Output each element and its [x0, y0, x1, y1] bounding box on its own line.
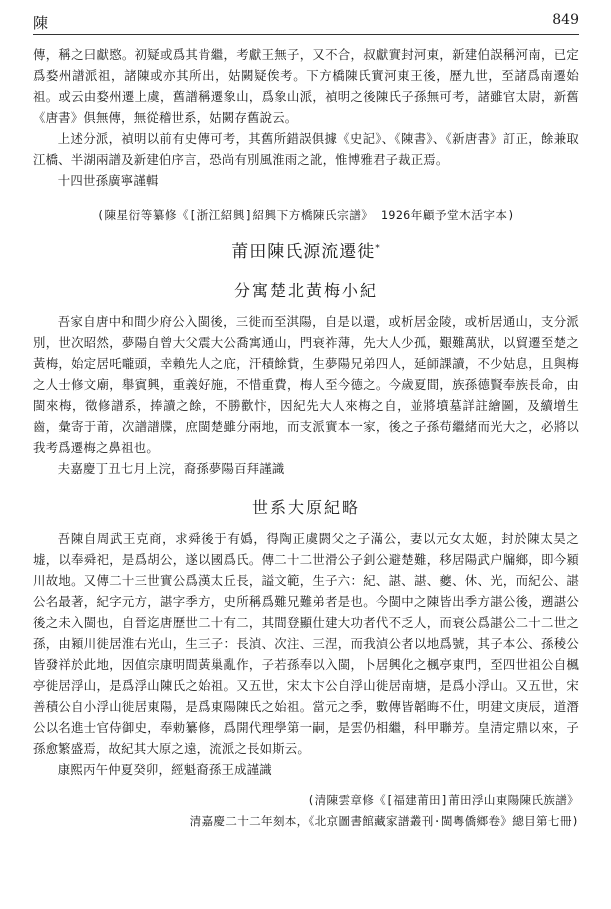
intro-paragraph-2: 上述分派，禎明以前有史傳可考，其舊所錯誤俱據《史記》、《陳書》、《新唐書》訂正，餘兼取江橋、半湖兩譜及新建伯序言，恐尚有別風淮雨之訛，惟博雅君子裁正焉。 — [33, 131, 579, 167]
section-title-huangmei: 分寓楚北黃梅小紀 — [233, 281, 378, 300]
source-citation-2-line-2: 清嘉慶二十二年刻本，《北京圖書館藏家譜叢刊·閩粵僑鄉卷》總目第七冊) — [189, 814, 579, 828]
footnote-marker: * — [375, 243, 381, 254]
intro-paragraph-1: 傳，稱之曰獻愍。初疑或爲其肯繼，考獻王無子，又不合，叔獻實封河東，新建伯誤稱河南，已定爲婺州譜派祖，諸陳或亦其所出，姑闕疑俟考。下方橋陳氏實河東王後，歷九世，至諸爲南遷始祖。或云由婺州遷上虞，舊譜稱遷象山，爲象山派，禎明之後陳氏子孫無可考，諸雖官太尉，新舊《唐書》俱無傳，無從稽世系，姑闕存舊說云。 — [33, 47, 579, 125]
page-body — [33, 44, 579, 832]
intro-signature: 十四世孫廣寧謹輯 — [57, 173, 159, 188]
main-title-text: 莆田陳氏源流遷徙 — [231, 242, 376, 262]
page-number: 849 — [552, 12, 579, 28]
main-title — [33, 237, 579, 262]
source-citation-1: (陳星衍等纂修《[浙江紹興]紹興下方橋陳氏宗譜》 1926年顧予堂木活字本) — [96, 208, 516, 222]
running-header — [33, 12, 579, 35]
section-paragraph-shixi: 吾陳自周武王克商，求舜後于有嬀，得陶正虞閼父之子滿公，妻以元女太姬，封於陳太昊之墟，以奉舜祀，是爲胡公，遂以國爲氏。傳二十二世滑公子釗公避楚難，移居陽武户牖鄉，即今潁川故地。又傳二十三世實公爲漢太丘長，謚文範，生子六：紀、諶、諶、夔、休、光，而紀公、諶公名最著，紀字元方，諶字季方，史所稱爲難兄難弟者是也。今閩中之陳皆出季方諶公後，遡諶公後之未入閩也，自晉迄唐歷世二十有二，其間登顯仕建大功者代不乏人，而衰公爲諶公二十二世之孫，由潁川徙居淮右光山，生三子：長湞、次注、三涅，而我湞公者以地爲號，其子本公、孫稜公皆發祥於此地，因值宗康明間黃巢亂作，子若孫奉以入閩，卜居興化之楓亭東門，至四世祖公自楓亭徙居浮山，是爲浮山陳氏之始祖。又五世，宋太卞公自浮山徙居南塘，是爲小浮山。又五世，宋善積公自小浮山徙居東陽，是爲東陽陳氏之始祖。當元之季，數傳皆韜晦不仕，明建文庚辰，道潛公以名進士官侍御史，奉勅纂修，爲開代理學第一嗣，是雲仍相繼，科甲聯芳。皇清定鼎以來，子孫愈繁盛焉，故紀其大原之遠，流派之長如斯云。 — [33, 531, 579, 756]
section-title-shixi: 世系大原紀略 — [251, 498, 360, 517]
section-signature-huangmei: 夫嘉慶丁丑七月上浣，裔孫夢陽百拜謹識 — [57, 461, 285, 476]
section-paragraph-huangmei: 吾家自唐中和間少府公入閩後，三徙而至淇陽，自是以還，或析居金陵，或析居通山，支分派別，世次昭然，夢陽自曾大父震大公喬寓通山，門衰祚薄，先大人少孤，艱難萬狀，以貿遷至楚之黃梅，始定居吒嚨頭，幸賴先人之庇，汗積餘貲，生夢陽兄弟四人，延師課讀，不少姑息，且與梅之人士修文廟，舉賓興，重義好施，不惜重費，梅人至今德之。今歲夏間，族孫德賢奉族長命，由閩來梅，徵修譜系，捧讀之餘，不勝歡忭，因紀先大人來梅之自，並將墳墓詳註繪圖，及續增生齒，彙寄于莆，次譜譜牒，庶閩楚雖分兩地，而支派實本一家，後之子孫苟繼緒而光大之，必將以我考爲遷梅之鼻祖也。 — [33, 314, 579, 455]
source-citation-2-line-1: (清陳雲章修《[福建莆田]莆田浮山東陽陳氏族譜》 — [307, 793, 579, 807]
section-heading: 陳 — [33, 14, 49, 32]
source-citation-2 — [33, 790, 579, 832]
section-signature-shixi: 康熙丙午仲夏癸卯，經魁裔孫王成謹識 — [57, 762, 272, 777]
